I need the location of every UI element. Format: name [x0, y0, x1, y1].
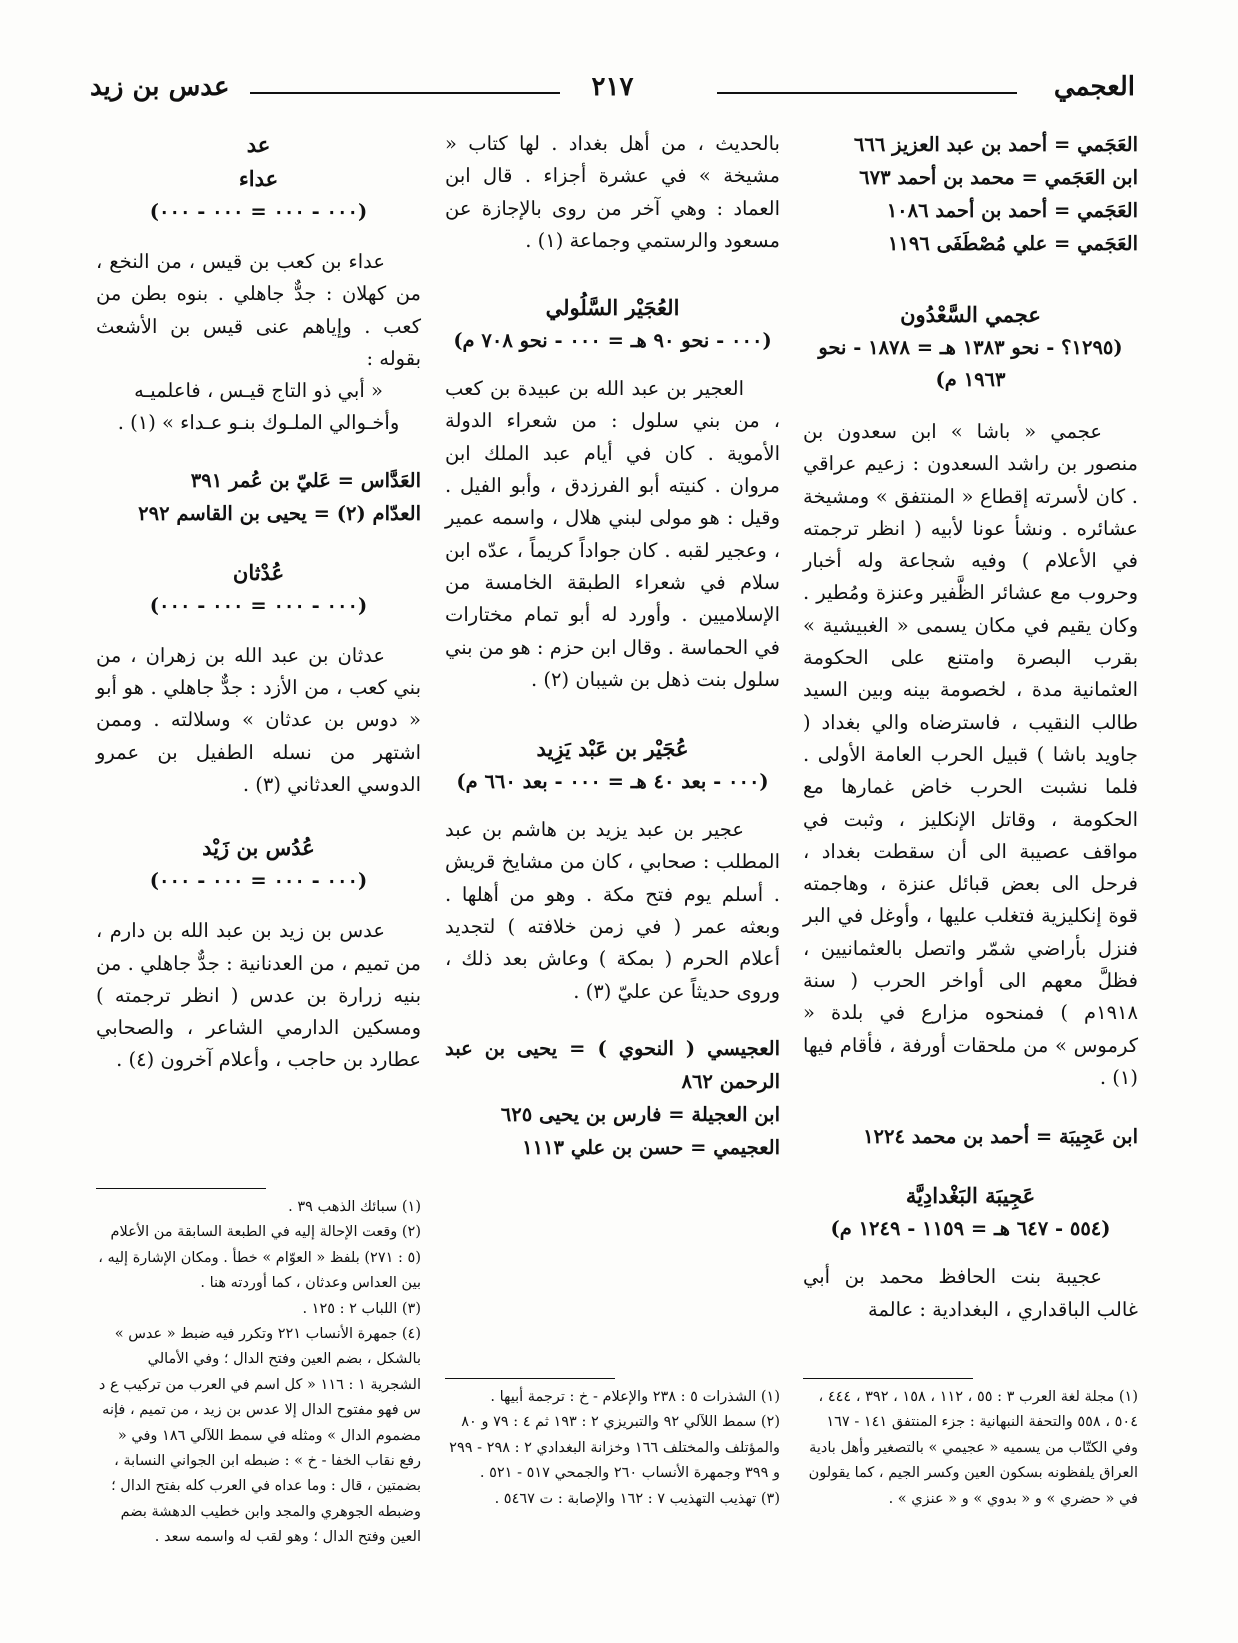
footnote: (١) الشذرات ٥ : ٢٣٨ والإعلام - خ : ترجمة أبيها .	[490, 1389, 780, 1405]
entry-title: العُجَيْر السَّلُولي	[545, 295, 680, 321]
entry-text: عدس بن زيد بن عبد الله بن دارم ، من تميم ، من العدنانية : جدٌّ جاهلي . من بنيه زرارة بن عدس ( انظر ترجمته ) ومسكين الدارمي الشاعر ، والصحابي عطارد بن حاجب ، وأعلام آخرون (٤) .	[96, 919, 421, 1072]
xref-line: العَدَّاس = عَليّ بن عُمر ٣٩١	[190, 468, 421, 492]
footnote: (١) مجلة لغة العرب ٣ : ٥٥ ، ١١٢ ، ١٥٨ ، ٣٩٢ ، ٤٤٤ ، ٥٠٤ ، ٥٥٨ والتحفة النبهانية : جزء المنتفق ١٤١ - ١٦٧ وفي الكتّاب من يسميه « عجيمي » بالتصغير وأهل بادية العراق يلفظونه بسكون العين وكسر الجيم ، كما يقولون في « حضري » و « بدوي » و « عنزي » .	[808, 1389, 1138, 1507]
entry-title: عد	[246, 132, 271, 157]
footnote: (٤) جمهرة الأنساب ٢٢١ وتكرر فيه ضبط « عدس » بالشكل ، بضم العين وفتح الدال ؛ وفي الأمالي الشجرية ١ : ١١٦ « كل اسم في العرب من تركيب ع د س فهو مفتوح الدال إلا عدس بن زيد ، من تميم ، فإنه مضموم الدال » ومثله في سمط اللآلي ١٨٦ وفي « رفع نقاب الخفا - خ » : ضبطه ابن الجواني النسابة ، بضمتين ، قال : وما عداه في العرب كله بفتح الدال ؛ وضبطه الجوهري والمجد وابن خطيب الدهشة بضم العين وفتح الدال ؛ وهو لقب له واسمه سعد .	[98, 1326, 421, 1546]
footnote: (٣) تهذيب التهذيب ٧ : ١٦٢ والإصابة : ت ٥٤٦٧ .	[494, 1490, 780, 1507]
entry-dates: (٠٠٠ - بعد ٤٠ هـ = ٠٠٠ - بعد ٦٦٠ م)	[456, 770, 769, 794]
entry-title: عداء	[238, 166, 279, 191]
footnote: (٢) وقعت الإحالة إليه في الطبعة السابقة من الأعلام (٥ : ٢٧١) بلفظ « العوّام » خطأ . ومكان الإشارة إليه ، بين العداس وعدثان ، كما أوردته هنا .	[98, 1224, 421, 1292]
verse-line: وأخـوالي الملـوك بنـو عـداء » (١) .	[117, 411, 400, 435]
header-rule-right	[717, 92, 1017, 94]
xref-line: العَجَمي = أحمد بن عبد العزيز ٦٦٦	[853, 133, 1138, 156]
xref-line: ابن العَجَمي = محمد بن أحمد ٦٧٣	[859, 166, 1138, 189]
xref-line: ابن عَجِيبَة = أحمد بن محمد ١٢٢٤	[863, 1125, 1138, 1149]
entry-text: عداء بن كعب بن قيس ، من النخع ، من كهلان : جدٌّ جاهلي . بنوه بطن من كعب . وإياهم عنى قيس بن الأشعث بقوله :	[96, 250, 421, 370]
entry-title: عُدْثان	[232, 559, 285, 585]
entry-text: عجير بن عبد يزيد بن هاشم بن عبد المطلب : صحابي ، كان من مشايخ قريش . أسلم يوم فتح مكة . وهو من أهلها . وبعثه عمر ( في زمن خلافته ) لتجديد أعلام الحرم ( بمكة ) وعاش بعد ذلك ، وروى حديثاً عن عليّ (٣) .	[445, 818, 780, 1003]
entry-dates: (١٢٩٥؟ - نحو ١٣٨٣ هـ = ١٨٧٨ - نحو ١٩٦٣ م)	[818, 336, 1123, 391]
xref-line: العَجَمي = علي مُصْطَفَى ١١٩٦	[887, 232, 1138, 255]
entry-title: عجمي السَّعْدُون	[900, 302, 1041, 327]
entry-dates: (٠٠٠ - نحو ٩٠ هـ = ٠٠٠ - نحو ٧٠٨ م)	[453, 329, 772, 353]
page-header	[90, 72, 1135, 112]
header-right-word: العجمي	[1053, 72, 1135, 102]
entry-text: عجيبة بنت الحافظ محمد بن أبي غالب الباقداري ، البغدادية : عالمة	[803, 1265, 1138, 1321]
footnotes-left	[96, 1188, 421, 1551]
xref-line: العَجَمي = أحمد بن أحمد ١٠٨٦	[886, 199, 1138, 222]
page-number: ٢١٧	[580, 72, 646, 102]
xref-line: العجيسي ( النحوي ) = يحيى بن عبد الرحمن ٨٦٢	[445, 1036, 780, 1093]
xref-line: العجيمي = حسن بن علي ١١١٣	[522, 1135, 780, 1159]
footnote: (٣) اللباب ٢ : ١٢٥ .	[302, 1300, 421, 1317]
header-rule-left	[250, 92, 560, 94]
column-left	[96, 128, 421, 1077]
verse-line: « أبي ذو التاج قيـس ، فاعلميـه	[134, 379, 383, 403]
entry-text: العجير بن عبد الله بن عبيدة بن كعب ، من بني سلول : من شعراء الدولة الأموية . كان في أيام عبد الملك ابن مروان . كنيته أبو الفرزدق ، وأبو الفيل . وقيل : هو مولى لبني هلال ، واسمه عمير ، وعجير لقبه . كان جواداً كريماً ، عدّه ابن سلام في شعراء الطبقة الخامسة من الإسلاميين . وأورد له أبو تمام مختارات في الحماسة . وقال ابن حزم : هو من بني سلول بنت ذهل بن شيبان (٢) .	[445, 377, 780, 691]
column-middle	[445, 128, 780, 1164]
entry-title: عُجَيْر بن عَبْد يَزِيد	[536, 736, 689, 762]
entry-continuation: بالحديث ، من أهل بغداد . لها كتاب « مشيخة » في عشرة أجزاء . قال ابن العماد : وهي آخر من روى بالإجازة عن مسعود والرستمي وجماعة (١) .	[445, 132, 780, 252]
footnote: (٢) سمط اللآلي ٩٢ والتبريزي ٢ : ١٩٣ ثم ٤ : ٧٩ و ٨٠ والمؤتلف والمختلف ١٦٦ وخزانة البغدادي ٢ : ٢٩٨ - ٢٩٩ و ٣٩٩ وجمهرة الأنساب ٢٦٠ والجمحي ٥١٧ - ٥٢١ .	[449, 1414, 780, 1482]
entry-dates: (٠٠٠ - ٠٠٠ = ٠٠٠ - ٠٠٠)	[149, 200, 368, 223]
footnote: (١) سبائك الذهب ٣٩ .	[288, 1199, 421, 1215]
entry-dates: (٠٠٠ - ٠٠٠ = ٠٠٠ - ٠٠٠)	[149, 593, 368, 617]
footnotes-right	[803, 1378, 1138, 1512]
header-left-word: عدس بن زيد	[90, 72, 230, 102]
entry-text: عدثان بن عبد الله بن زهران ، من بني كعب ، من الأزد : جدٌّ جاهلي . هو أبو « دوس بن عدثان » وسلالته . وممن اشتهر من نسله الطفيل بن عمرو الدوسي العدثاني (٣) .	[96, 643, 421, 796]
xref-line: ابن العجيلة = فارس بن يحيى ٦٢٥	[500, 1102, 780, 1126]
footnotes-middle	[445, 1378, 780, 1512]
xref-line: العدّام (٢) = يحيى بن القاسم ٢٩٢	[138, 501, 421, 525]
entry-dates: (٠٠٠ - ٠٠٠ = ٠٠٠ - ٠٠٠)	[149, 869, 368, 893]
entry-dates: (٥٥٤ - ٦٤٧ هـ = ١١٥٩ - ١٢٤٩ م)	[830, 1217, 1111, 1241]
entry-title: عَجِيبَة البَغْدادِيَّة	[905, 1183, 1036, 1209]
entry-title: عُدُس بن زَيْد	[202, 835, 315, 861]
entry-text: عجمي « باشا » ابن سعدون بن منصور بن راشد السعدون : زعيم عراقي . كان لأسرته إقطاع « المنتفق » ومشيخة عشائره . ونشأ عونا لأبيه ( انظر ترجمته في الأعلام ) وفيه شجاعة وله أخبار وحروب مع عشائر الظَّفير وعنزة ومُطير . وكان يقيم في مكان يسمى « الغبيشية » بقرب البصرة وامتنع على الحكومة العثمانية مدة ، لخصومة بينه وبين السيد طالب النقيب ، فاسترضاه والي بغداد ( جاويد باشا ) قبيل الحرب العامة الأولى . فلما نشبت الحرب خاض غمارها مع الحكومة ، وقاتل الإنكليز ، وثبت في مواقف عصيبة الى أن سقطت بغداد ، فرحل الى بعض قبائل عنزة ، وهاجمته قوة إنكليزية فتغلب عليها ، وأوغل في البر فنزل بأراضي شمّر واتصل بالعثمانيين ، فظلَّ معهم الى أواخر الحرب ( سنة ١٩١٨م ) فمنحوه مزارع في بلدة « كرموس » من ملحقات أورفة ، فأقام فيها (١) .	[803, 420, 1138, 1089]
column-right	[803, 128, 1138, 1326]
